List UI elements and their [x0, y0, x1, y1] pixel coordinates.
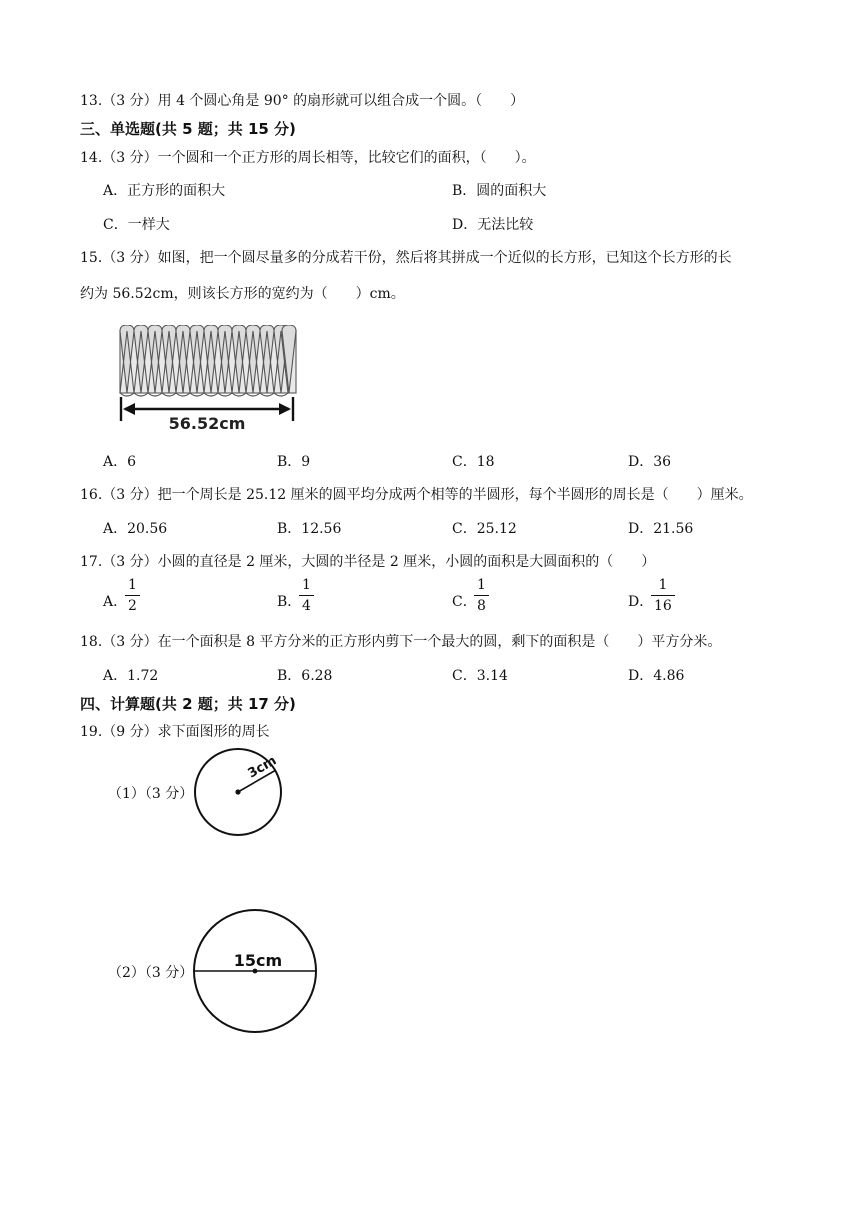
q16-option-c[interactable]: C．25.12: [452, 521, 517, 537]
q15-option-a[interactable]: A．6: [103, 454, 137, 470]
question-19-part-2-label: （2）（3 分）: [108, 965, 194, 981]
fraction-denominator: 16: [651, 595, 675, 613]
question-17-text: 17.（3 分）小圆的直径是 2 厘米，大圆的半径是 2 厘米，小圆的面积是大圆面积的（ ）: [80, 554, 656, 570]
q18-option-b[interactable]: B．6.28: [277, 668, 333, 684]
q17-option-a[interactable]: [103, 591, 127, 611]
question-15-line-2: 约为 56.52cm，则该长方形的宽约为（ ）cm。: [80, 286, 405, 302]
q16-option-a[interactable]: A．20.56: [103, 521, 168, 537]
q15-option-b[interactable]: B．9: [277, 454, 311, 470]
q17-option-a-letter: A．: [103, 594, 128, 610]
q17-option-b-fraction: [299, 578, 314, 613]
figure-length-label: 56.52cm: [168, 414, 246, 433]
q14-option-d[interactable]: D．无法比较: [452, 217, 534, 233]
q17-option-d-letter: D．: [628, 594, 654, 610]
fraction-numerator: 1: [477, 577, 486, 593]
circle-radius-figure: [190, 748, 286, 838]
q17-option-c-fraction: [474, 578, 489, 613]
question-13-text: 13.（3 分）用 4 个圆心角是 90° 的扇形就可以组合成一个圆。（ ）: [80, 93, 525, 109]
q16-option-d[interactable]: D．21.56: [628, 521, 694, 537]
fraction-denominator: 4: [299, 595, 314, 613]
question-19-part-1-label: （1）（3 分）: [108, 786, 194, 802]
circle-diameter-figure: [190, 908, 322, 1034]
q14-option-c[interactable]: C．一样大: [103, 217, 170, 233]
question-18-text: 18.（3 分）在一个面积是 8 平方分米的正方形内剪下一个最大的圆，剩下的面积是（ ）平方分米。: [80, 634, 722, 650]
q17-option-c-letter: C．: [452, 594, 477, 610]
fraction-denominator: 8: [474, 595, 489, 613]
question-14-text: 14.（3 分）一个圆和一个正方形的周长相等，比较它们的面积，（ ）。: [80, 150, 536, 166]
q18-option-d[interactable]: D．4.86: [628, 668, 685, 684]
diameter-label: 15cm: [233, 951, 283, 970]
fraction-denominator: 2: [125, 595, 140, 613]
radius-label: 3cm: [245, 753, 280, 782]
question-19-text: 19.（9 分）求下面图形的周长: [80, 724, 270, 740]
q17-option-b[interactable]: [277, 591, 301, 611]
q17-option-d[interactable]: [628, 591, 653, 611]
q15-option-d[interactable]: D．36: [628, 454, 672, 470]
q17-option-d-fraction: [651, 578, 675, 613]
fraction-numerator: 1: [658, 577, 668, 593]
rearranged-circle-rectangle-figure: [115, 325, 305, 435]
q18-option-a[interactable]: A．1.72: [103, 668, 159, 684]
question-15-line-1: 15.（3 分）如图，把一个圆尽量多的分成若干份，然后将其拼成一个近似的长方形，已知这个长方形的长: [80, 250, 732, 266]
fraction-numerator: 1: [302, 577, 311, 593]
sector-strips: [120, 325, 296, 396]
q17-option-a-fraction: [125, 578, 140, 613]
q15-option-c[interactable]: C．18: [452, 454, 495, 470]
q17-option-b-letter: B．: [277, 594, 302, 610]
fraction-numerator: 1: [128, 577, 137, 593]
section-3-title: 三、单选题(共 5 题；共 15 分): [80, 120, 296, 138]
q14-option-a[interactable]: A．正方形的面积大: [103, 183, 226, 199]
section-4-title: 四、计算题(共 2 题；共 17 分): [80, 695, 296, 713]
question-16-text: 16.（3 分）把一个周长是 25.12 厘米的圆平均分成两个相等的半圆形，每个半圆形的周长是（ ）厘米。: [80, 487, 753, 503]
q17-option-c[interactable]: [452, 591, 477, 611]
q16-option-b[interactable]: B．12.56: [277, 521, 342, 537]
q14-option-b[interactable]: B．圆的面积大: [452, 183, 547, 199]
q18-option-c[interactable]: C．3.14: [452, 668, 508, 684]
